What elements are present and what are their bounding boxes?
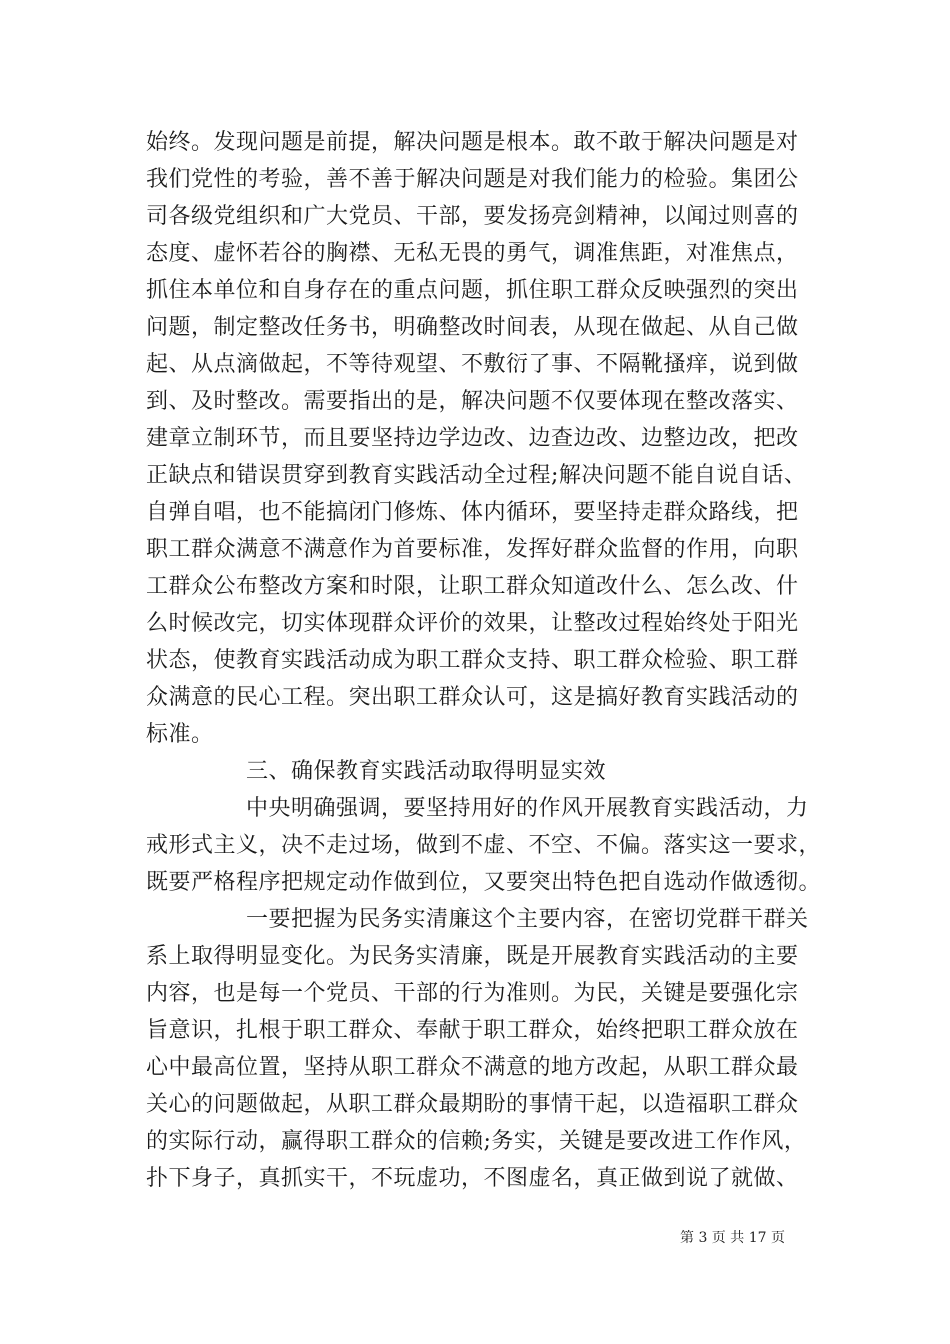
body-line: 扑下身子，真抓实干，不玩虚功，不图虚名，真正做到说了就做、: [146, 1166, 799, 1191]
section-heading: 三、确保教育实践活动取得明显实效: [246, 759, 607, 784]
page-number: 第 3 页 共 17 页: [680, 1230, 785, 1246]
body-line: 众满意的民心工程。突出职工群众认可，这是搞好教育实践活动的: [146, 685, 799, 710]
body-line: 心中最高位置，坚持从职工群众不满意的地方改起，从职工群众最: [146, 1055, 799, 1080]
body-line: 状态，使教育实践活动成为职工群众支持、职工群众检验、职工群: [146, 648, 799, 673]
body-line: 到、及时整改。需要指出的是，解决问题不仅要体现在整改落实、: [146, 389, 799, 414]
body-line: 戒形式主义，决不走过场，做到不虚、不空、不偏。落实这一要求，: [146, 833, 822, 858]
body-line: 问题，制定整改任务书，明确整改时间表，从现在做起、从自己做: [146, 315, 799, 340]
body-line: 态度、虚怀若谷的胸襟、无私无畏的勇气，调准焦距，对准焦点，: [146, 241, 799, 266]
body-line: 职工群众满意不满意作为首要标准，发挥好群众监督的作用，向职: [146, 537, 799, 562]
body-line: 标准。: [146, 722, 214, 747]
body-line: 始终。发现问题是前提，解决问题是根本。敢不敢于解决问题是对: [146, 130, 799, 155]
body-line: 一要把握为民务实清廉这个主要内容，在密切党群干群关: [246, 907, 809, 932]
body-line: 建章立制环节，而且要坚持边学边改、边查边改、边整边改，把改: [146, 426, 799, 451]
body-line: 中央明确强调，要坚持用好的作风开展教育实践活动，力: [246, 796, 809, 821]
body-line: 自弹自唱，也不能搞闭门修炼、体内循环，要坚持走群众路线，把: [146, 500, 799, 525]
body-line: 工群众公布整改方案和时限，让职工群众知道改什么、怎么改、什: [146, 574, 799, 599]
body-line: 起、从点滴做起，不等待观望、不敷衍了事、不隔靴搔痒，说到做: [146, 352, 799, 377]
body-line: 既要严格程序把规定动作做到位，又要突出特色把自选动作做透彻。: [146, 870, 822, 895]
body-line: 么时候改完，切实体现群众评价的效果，让整改过程始终处于阳光: [146, 611, 799, 636]
body-line: 系上取得明显变化。为民务实清廉，既是开展教育实践活动的主要: [146, 944, 799, 969]
body-line: 正缺点和错误贯穿到教育实践活动全过程;解决问题不能自说自话、: [146, 463, 807, 488]
body-line: 的实际行动，赢得职工群众的信赖;务实，关键是要改进工作作风，: [146, 1129, 807, 1154]
body-line: 旨意识，扎根于职工群众、奉献于职工群众，始终把职工群众放在: [146, 1018, 799, 1043]
body-line: 我们党性的考验，善不善于解决问题是对我们能力的检验。集团公: [146, 167, 799, 192]
body-line: 抓住本单位和自身存在的重点问题，抓住职工群众反映强烈的突出: [146, 278, 799, 303]
body-line: 关心的问题做起，从职工群众最期盼的事情干起，以造福职工群众: [146, 1092, 799, 1117]
body-line: 内容，也是每一个党员、干部的行为准则。为民，关键是要强化宗: [146, 981, 799, 1006]
body-line: 司各级党组织和广大党员、干部，要发扬亮剑精神，以闻过则喜的: [146, 204, 799, 229]
